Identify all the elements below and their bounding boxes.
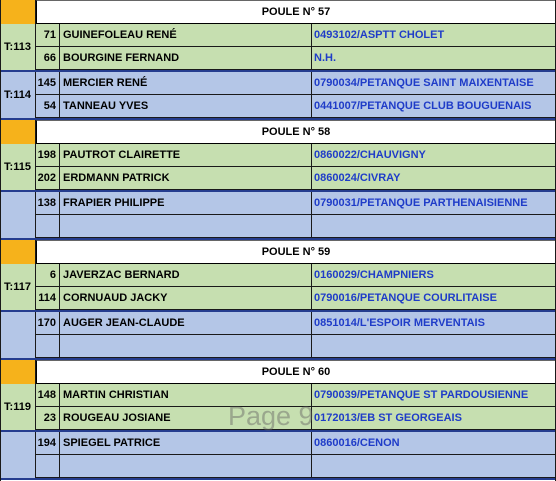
team-block bbox=[0, 432, 556, 480]
team-tag bbox=[0, 432, 36, 478]
team-block bbox=[0, 312, 556, 360]
player-club: 0493102/ASPTT CHOLET bbox=[312, 24, 556, 47]
player-name: ERDMANN PATRICK bbox=[60, 167, 312, 190]
player-club: 0790031/PETANQUE PARTHENAISIENNE bbox=[312, 192, 556, 215]
player-number: 54 bbox=[36, 95, 60, 118]
player-name: AUGER JEAN-CLAUDE bbox=[60, 312, 312, 335]
player-number: 170 bbox=[36, 312, 60, 335]
player-club: 0160029/CHAMPNIERS bbox=[312, 264, 556, 287]
poule-header bbox=[0, 360, 556, 384]
player-name bbox=[60, 215, 312, 238]
team-block bbox=[0, 384, 556, 432]
player-number: 138 bbox=[36, 192, 60, 215]
player-row bbox=[36, 432, 556, 455]
player-row bbox=[36, 287, 556, 310]
player-number bbox=[36, 335, 60, 358]
player-club: 0860016/CENON bbox=[312, 432, 556, 455]
team-block bbox=[0, 192, 556, 240]
poule-title: POULE N° 57 bbox=[36, 0, 556, 24]
player-number: 71 bbox=[36, 24, 60, 47]
team-block bbox=[0, 24, 556, 72]
poule-title: POULE N° 59 bbox=[36, 240, 556, 264]
player-row bbox=[36, 95, 556, 118]
player-club: N.H. bbox=[312, 47, 556, 70]
player-number bbox=[36, 455, 60, 478]
player-number: 202 bbox=[36, 167, 60, 190]
player-row bbox=[36, 407, 556, 430]
poule-title: POULE N° 60 bbox=[36, 360, 556, 384]
player-club bbox=[312, 335, 556, 358]
team-block bbox=[0, 144, 556, 192]
player-row bbox=[36, 455, 556, 478]
player-number: 198 bbox=[36, 144, 60, 167]
player-name: PAUTROT CLAIRETTE bbox=[60, 144, 312, 167]
poule-marker bbox=[0, 360, 36, 384]
player-number: 6 bbox=[36, 264, 60, 287]
poule-header bbox=[0, 240, 556, 264]
player-name bbox=[60, 455, 312, 478]
player-name: JAVERZAC BERNARD bbox=[60, 264, 312, 287]
player-row bbox=[36, 264, 556, 287]
team-tag: T:115 bbox=[0, 144, 36, 190]
player-club: 0860024/CIVRAY bbox=[312, 167, 556, 190]
team-block bbox=[0, 72, 556, 120]
team-tag: T:114 bbox=[0, 72, 36, 118]
player-name: MERCIER RENÉ bbox=[60, 72, 312, 95]
player-club bbox=[312, 455, 556, 478]
player-number: 194 bbox=[36, 432, 60, 455]
player-row bbox=[36, 215, 556, 238]
player-number: 66 bbox=[36, 47, 60, 70]
page-watermark: Page 9 bbox=[228, 401, 314, 431]
player-club: 0860022/CHAUVIGNY bbox=[312, 144, 556, 167]
player-row bbox=[36, 335, 556, 358]
player-name: FRAPIER PHILIPPE bbox=[60, 192, 312, 215]
player-row bbox=[36, 312, 556, 335]
player-club: 0441007/PETANQUE CLUB BOUGUENAIS bbox=[312, 95, 556, 118]
player-number: 148 bbox=[36, 384, 60, 407]
player-row bbox=[36, 192, 556, 215]
player-name: ROUGEAU JOSIANE bbox=[60, 407, 312, 430]
player-name: MARTIN CHRISTIAN bbox=[60, 384, 312, 407]
poule-marker bbox=[0, 0, 36, 24]
player-name: BOURGINE FERNAND bbox=[60, 47, 312, 70]
poule-header bbox=[0, 0, 556, 24]
player-row bbox=[36, 24, 556, 47]
player-name: GUINEFOLEAU RENÉ bbox=[60, 24, 312, 47]
player-row bbox=[36, 167, 556, 190]
poule-title: POULE N° 58 bbox=[36, 120, 556, 144]
team-tag bbox=[0, 312, 36, 358]
left-border bbox=[0, 0, 1, 481]
poule-header bbox=[0, 120, 556, 144]
player-name: CORNUAUD JACKY bbox=[60, 287, 312, 310]
team-tag bbox=[0, 192, 36, 238]
player-number: 114 bbox=[36, 287, 60, 310]
team-block bbox=[0, 264, 556, 312]
team-tag: T:119 bbox=[0, 384, 36, 430]
team-tag: T:117 bbox=[0, 264, 36, 310]
player-club: 0790034/PETANQUE SAINT MAIXENTAISE bbox=[312, 72, 556, 95]
team-tag: T:113 bbox=[0, 24, 36, 70]
player-name: SPIEGEL PATRICE bbox=[60, 432, 312, 455]
poule-marker bbox=[0, 240, 36, 264]
player-name bbox=[60, 335, 312, 358]
player-number: 145 bbox=[36, 72, 60, 95]
player-club: 0172013/EB ST GEORGEAIS bbox=[312, 407, 556, 430]
player-number bbox=[36, 215, 60, 238]
player-row bbox=[36, 47, 556, 70]
player-club bbox=[312, 215, 556, 238]
player-club: 0851014/L'ESPOIR MERVENTAIS bbox=[312, 312, 556, 335]
player-row bbox=[36, 144, 556, 167]
player-club: 0790016/PETANQUE COURLITAISE bbox=[312, 287, 556, 310]
player-row bbox=[36, 384, 556, 407]
player-number: 23 bbox=[36, 407, 60, 430]
poule-marker bbox=[0, 120, 36, 144]
player-club: 0790039/PETANQUE ST PARDOUSIENNE bbox=[312, 384, 556, 407]
player-row bbox=[36, 72, 556, 95]
player-name: TANNEAU YVES bbox=[60, 95, 312, 118]
